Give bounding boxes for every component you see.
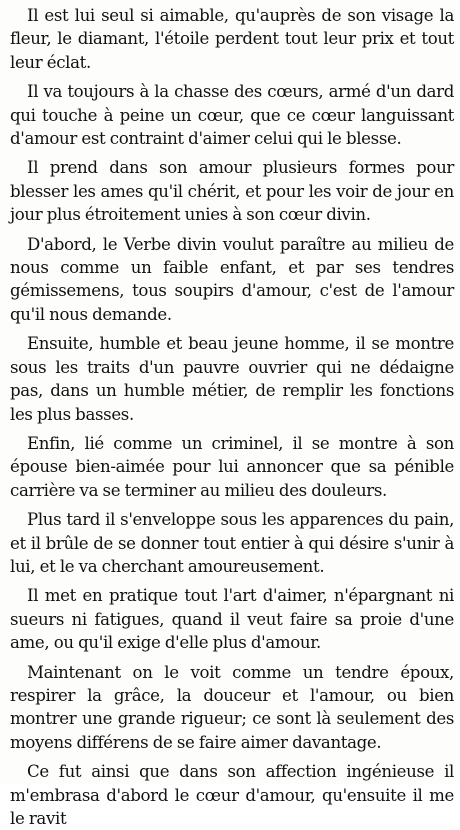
paragraph-3: Il prend dans son amour plusieurs formes pour blesser les ames qu'il chérit, et pour les voir de jour en jour plus étroitement unies à son cœur divin.: [10, 158, 454, 225]
paragraph-9: Maintenant on le voit comme un tendre époux, respirer la grâce, la douceur et l'amour, ou bien montrer une grande rigueur; ce sont là seulement des moyens différens de se faire aimer davantage.: [10, 662, 454, 752]
paragraph-5: Ensuite, humble et beau jeune homme, il se montre sous les traits d'un pauvre ouvrier qui ne dédaigne pas, dans un humble métier, de remplir les fonctions les plus basses.: [10, 334, 454, 424]
paragraph-1: Il est lui seul si aimable, qu'auprès de son visage la fleur, le diamant, l'étoile perdent tout leur prix et tout leur éclat.: [10, 6, 454, 72]
paragraph-2: Il va toujours à la chasse des cœurs, armé d'un dard qui touche à peine un cœur, que ce cœur languissant d'amour est contraint d'aimer celui qui le blesse.: [10, 82, 454, 149]
paragraph-6: Enfin, lié comme un criminel, il se montre à son épouse bien-aimée pour lui annoncer que sa pénible carrière va se terminer au milieu des douleurs.: [10, 433, 454, 500]
paragraph-4: D'abord, le Verbe divin voulut paraître au milieu de nous comme un faible enfant, et par ses tendres gémissemens, tous soupirs d'amour, c'est de l'amour qu'il nous demande.: [10, 234, 454, 324]
paragraph-8: Il met en pratique tout l'art d'aimer, n'épargnant ni sueurs ni fatigues, quand il veut faire sa proie d'une ame, ou qu'il exige d'elle plus d'amour.: [10, 586, 454, 653]
paragraph-7: Plus tard il s'enveloppe sous les apparences du pain, et il brûle de se donner tout entier à qui désire s'unir à lui, et le va cherchant amoureusement.: [10, 510, 454, 576]
paragraph-10: Ce fut ainsi que dans son affection ingénieuse il m'embrasa d'abord le cœur d'amour, qu'ensuite il me le ravit: [10, 762, 454, 828]
